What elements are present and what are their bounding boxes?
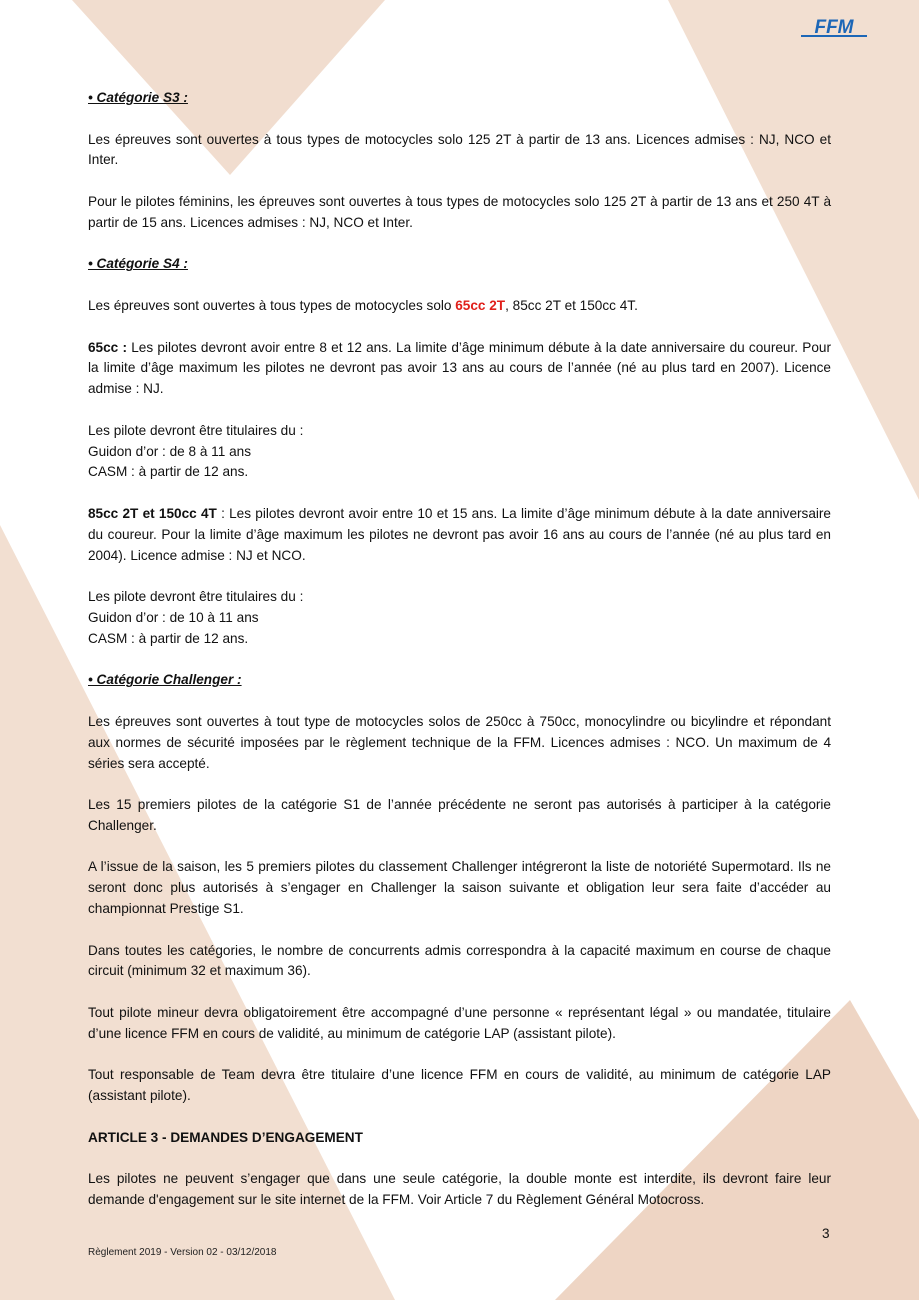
- ffm-logo: [801, 16, 867, 40]
- article-3-heading: ARTICLE 3 - DEMANDES D’ENGAGEMENT: [88, 1129, 363, 1145]
- heading-challenger: • Catégorie Challenger :: [88, 672, 242, 688]
- s4-65cc-licence-list: Les pilote devront être titulaires du : Guidon d’or : de 8 à 11 ans CASM : à partir de 12 ans.: [88, 422, 304, 480]
- challenger-paragraph-2: Les 15 premiers pilotes de la catégorie S1 de l’année précédente ne seront pas autorisés à participer à la catégorie Challenger.: [88, 797, 831, 833]
- s4-intro-highlight: 65cc 2T: [455, 297, 506, 313]
- heading-s4: • Catégorie S4 :: [88, 256, 188, 272]
- challenger-paragraph-1: Les épreuves sont ouvertes à tout type de motocycles solos de 250cc à 750cc, monocylindre ou bicylindre et répondant aux normes de sécurité imposées par le règlement technique de la FFM. Licences admises : NCO. Un maximum de 4 séries sera accepté.: [88, 713, 831, 771]
- general-paragraph-1: Dans toutes les catégories, le nombre de concurrents admis correspondra à la capacité maximum en course de chaque circuit (minimum 32 et maximum 36).: [88, 942, 831, 979]
- s3-paragraph-2: Pour le pilotes féminins, les épreuves sont ouvertes à tous types de motocycles solo 125 2T à partir de 13 ans et 250 4T à partir de 15 ans. Licences admises : NJ, NCO et Inter.: [88, 193, 831, 230]
- s4-85cc-paragraph: 85cc 2T et 150cc 4T : Les pilotes devront avoir entre 10 et 15 ans. La limite d’âge minimum débute à la date anniversaire du coureur. Pour la limite d’âge maximum les pilotes ne devront pas avoir 16 ans au cours de l’année (né au plus tard en 2004). Licence admise : NJ et NCO.: [88, 505, 831, 563]
- s4-intro: Les épreuves sont ouvertes à tous types de motocycles solo 65cc 2T, 85cc 2T et 150cc 4T.: [88, 297, 638, 313]
- document-body: [88, 88, 831, 1232]
- s3-paragraph-1: Les épreuves sont ouvertes à tous types de motocycles solo 125 2T à partir de 13 ans. Licences admises : NJ, NCO et Inter.: [88, 131, 831, 168]
- challenger-paragraph-3: A l’issue de la saison, les 5 premiers pilotes du classement Challenger intégreront la liste de notoriété Supermotard. Ils ne seront donc plus autorisés à s’engager en Challenger la saison suivante et obligation leur sera faite d’accéder au championnat Prestige S1.: [88, 859, 831, 917]
- s4-65cc-paragraph: 65cc : Les pilotes devront avoir entre 8 et 12 ans. La limite d’âge minimum débute à la date anniversaire du coureur. Pour la limite d’âge maximum les pilotes ne devront pas avoir 13 ans au cours de l’année (né au plus tard en 2007). Licence admise : NJ.: [88, 339, 831, 397]
- general-paragraph-3: Tout responsable de Team devra être titulaire d’une licence FFM en cours de validité, au minimum de catégorie LAP (assistant pilote).: [88, 1067, 831, 1104]
- logo-text: FFM: [814, 17, 854, 38]
- article-3-paragraph: Les pilotes ne peuvent s’engager que dans une seule catégorie, la double monte est interdite, ils devront faire leur demande d'engagement sur le site internet de la FFM. Voir Article 7 du Règlement Général Motocross.: [88, 1171, 831, 1208]
- footer-text: Règlement 2019 - Version 02 - 03/12/2018: [88, 1247, 277, 1258]
- s4-85cc-licence-list: Les pilote devront être titulaires du : Guidon d’or : de 10 à 11 ans CASM : à partir de 12 ans.: [88, 589, 304, 646]
- heading-s3: • Catégorie S3 :: [88, 90, 188, 105]
- general-paragraph-2: Tout pilote mineur devra obligatoirement être accompagné d’une personne « représentant légal » ou mandatée, titulaire d’une licence FFM en cours de validité, au minimum de catégorie LAP (assistant pilote).: [88, 1005, 831, 1041]
- page-number: 3: [822, 1226, 830, 1241]
